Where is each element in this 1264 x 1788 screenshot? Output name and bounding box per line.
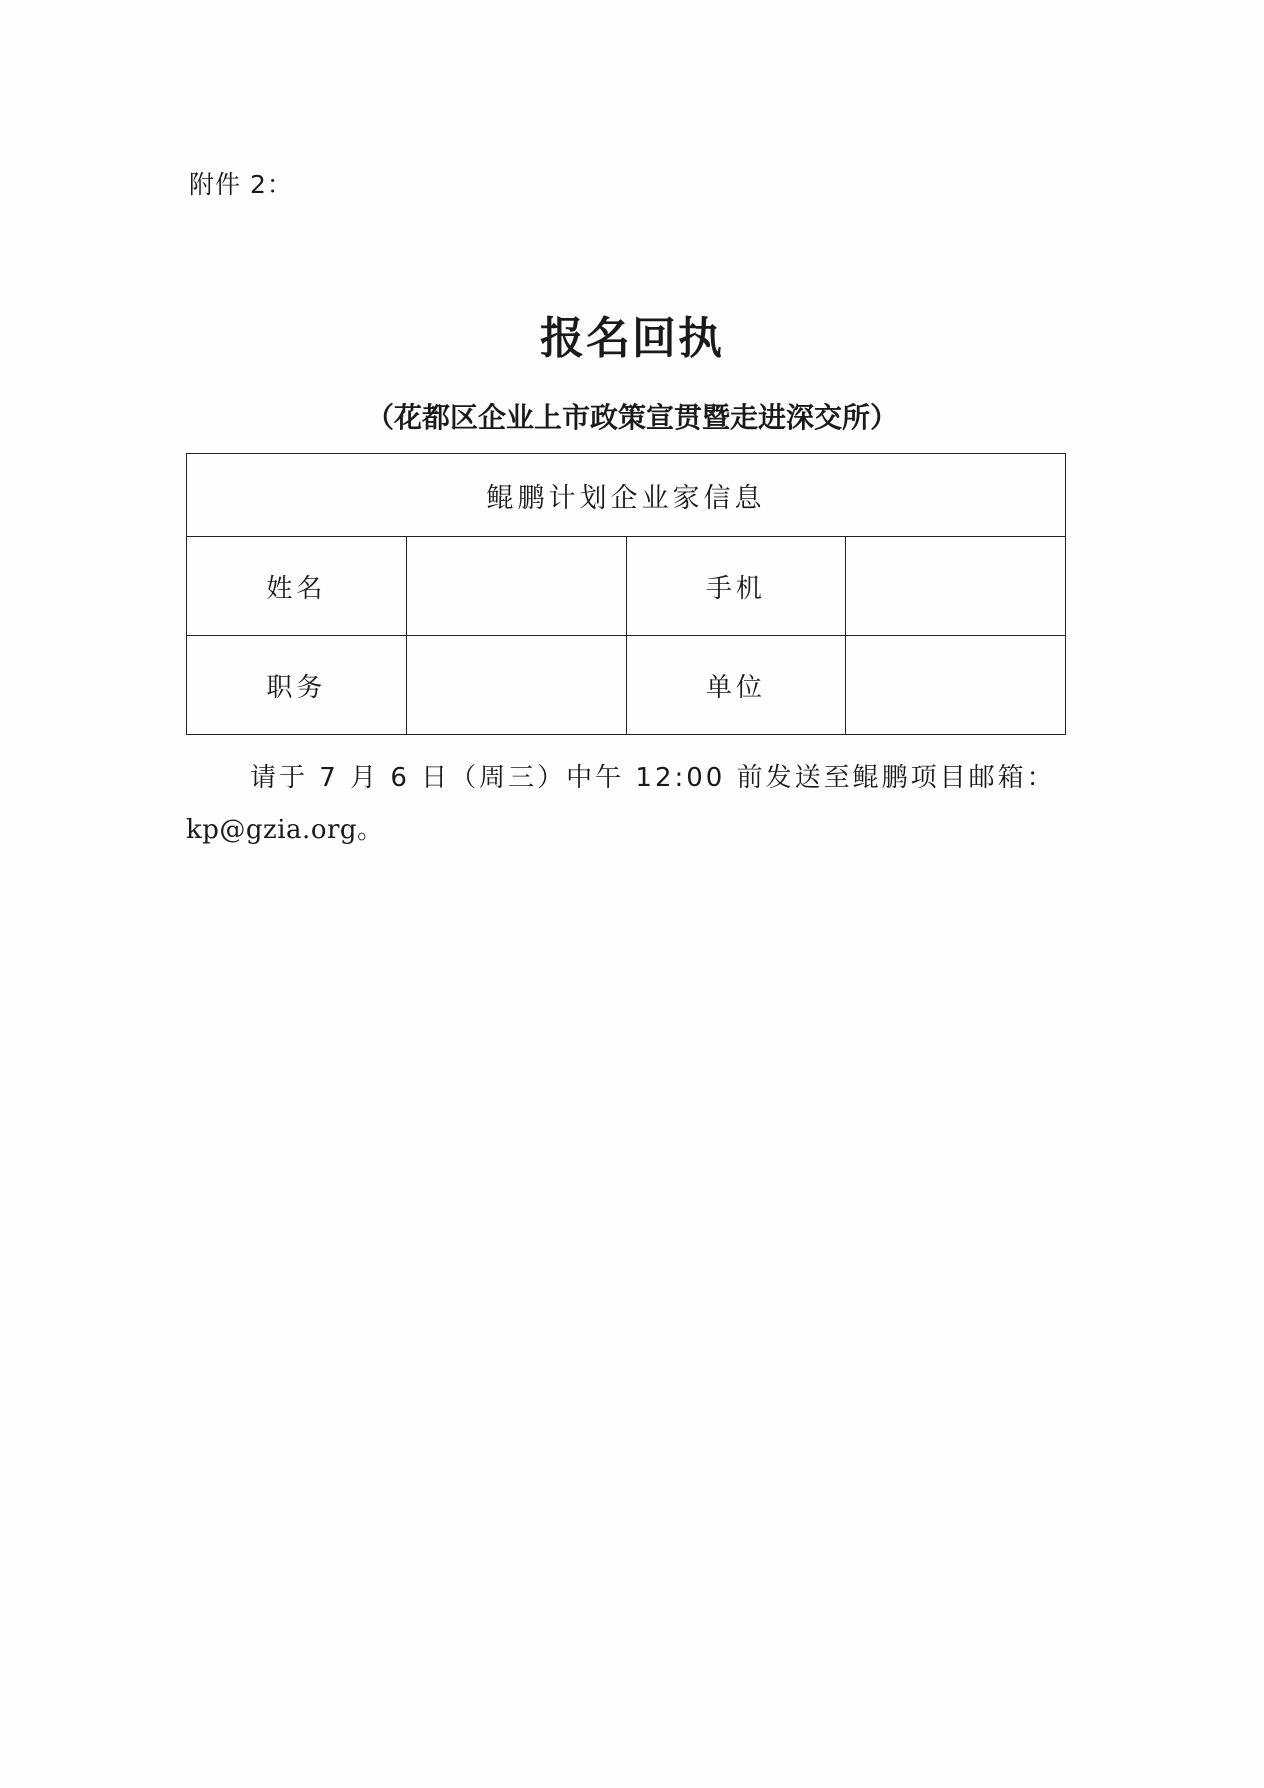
name-label: 姓名 (187, 537, 407, 636)
company-label: 单位 (626, 636, 846, 735)
form-header-row (187, 454, 1066, 537)
form-header-cell: 鲲鹏计划企业家信息 (187, 454, 1066, 537)
document-title: 报名回执 (540, 313, 724, 364)
company-field[interactable] (846, 636, 1066, 735)
notice-line-1: 请于 7 月 6 日（周三）中午 12:00 前发送至鲲鹏项目邮箱： (250, 763, 1056, 793)
phone-field[interactable] (846, 537, 1066, 636)
table-row (187, 537, 1066, 636)
table-row (187, 636, 1066, 735)
notice-email: kp@gzia.org。 (186, 815, 384, 845)
phone-label: 手机 (626, 537, 846, 636)
document-subtitle: （花都区企业上市政策宣贯暨走进深交所） (365, 401, 898, 434)
position-field[interactable] (406, 636, 626, 735)
submission-notice (186, 752, 1066, 856)
name-field[interactable] (406, 537, 626, 636)
attachment-label: 附件 2： (189, 170, 293, 199)
registration-form-table (186, 453, 1066, 735)
position-label: 职务 (187, 636, 407, 735)
